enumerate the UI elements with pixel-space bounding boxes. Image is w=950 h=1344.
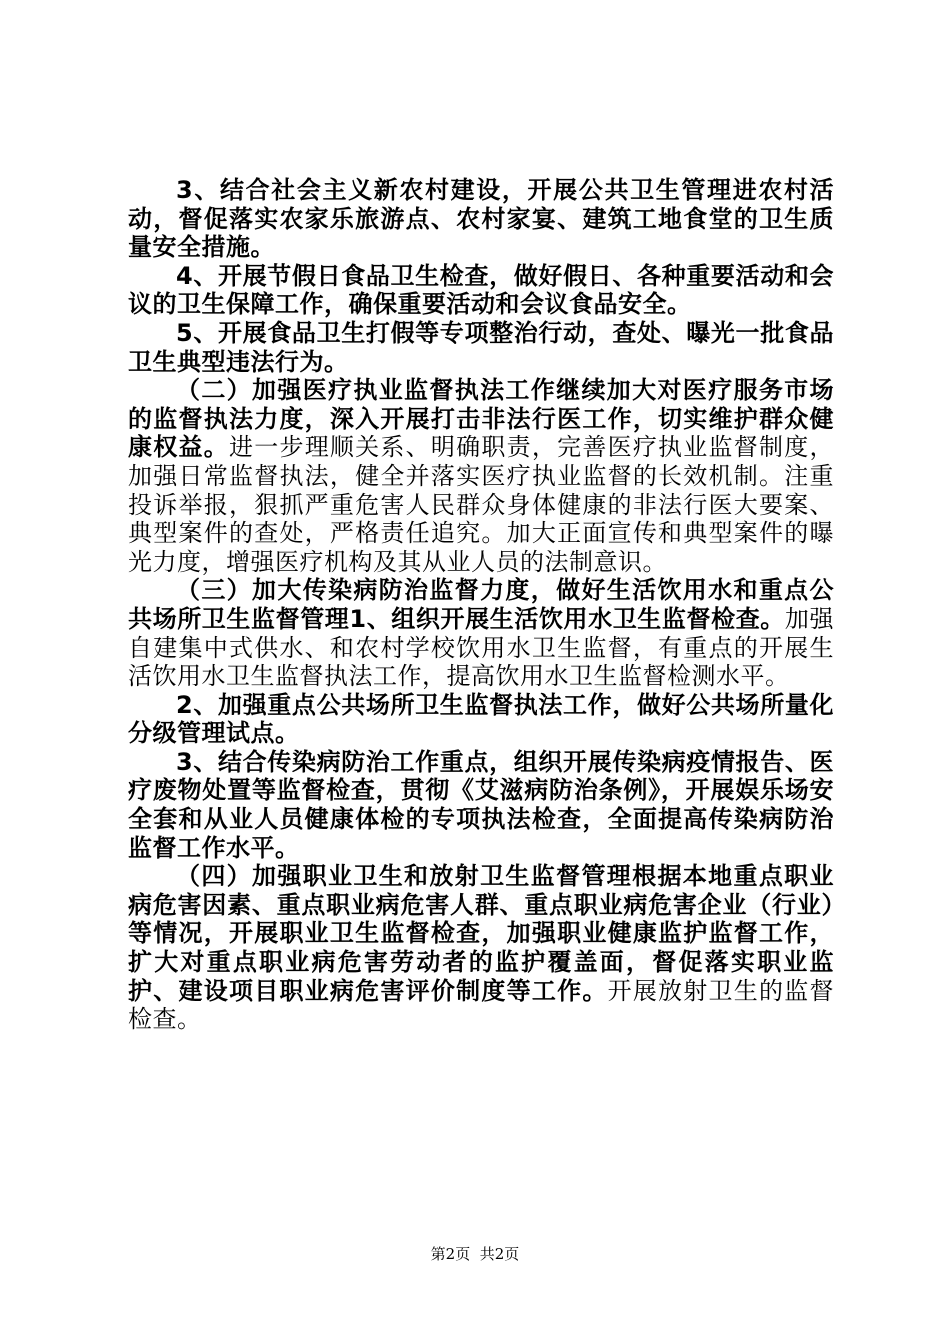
paragraph-6-text: 2、加强重点公共场所卫生监督执法工作，做好公共场所量化分级管理试点。	[128, 690, 834, 748]
page-total-label: 共2页	[479, 1245, 520, 1263]
paragraph-5	[128, 576, 834, 690]
paragraph-1	[128, 176, 834, 262]
paragraph-6	[128, 691, 834, 748]
paragraph-2-text: 4、开展节假日食品卫生检查，做好假日、各种重要活动和会议的卫生保障工作，确保重要活动和会议食品安全。	[128, 261, 834, 319]
paragraph-8	[128, 862, 834, 1034]
paragraph-8-text: （四）加强职业卫生和放射卫生监督管理根据本地重点职业病危害因素、重点职业病危害人群、重点职业病危害企业（行业）等情况，开展职业卫生监督检查，加强职业健康监护监督工作，扩大对重点职业病危害劳动者的监护覆盖面，督促落实职业监护、建设项目职业病危害评价制度等工作。	[128, 862, 834, 1005]
paragraph-8-continuation: 开展放射卫生的监督检查。	[128, 976, 835, 1034]
paragraph-4-continuation: 进一步理顺关系、明确职责，完善医疗执业监督制度，加强日常监督执法，健全并落实医疗执业监督的长效机制。注重投诉举报，狠抓严重危害人民群众身体健康的非法行医大要案、典型案件的查处，严格责任追究。加大正面宣传和典型案件的曝光力度，增强医疗机构及其从业人员的法制意识。	[128, 433, 835, 576]
paragraph-7-text: 3、结合传染病防治工作重点，组织开展传染病疫情报告、医疗废物处置等监督检查，贯彻《艾滋病防治条例》，开展娱乐场安全套和从业人员健康体检的专项执法检查，全面提高传染病防治监督工作水平。	[128, 747, 834, 862]
footer-spacer	[470, 1245, 480, 1263]
paragraph-5-text: （三）加大传染病防治监督力度，做好生活饮用水和重点公共场所卫生监督管理1、组织开展生活饮用水卫生监督检查。	[128, 576, 834, 633]
paragraph-5-continuation: 加强自建集中式供水、和农村学校饮用水卫生监督，有重点的开展生活饮用水卫生监督执法工作，提高饮用水卫生监督检测水平。	[128, 604, 835, 691]
paragraph-1-text: 3、结合社会主义新农村建设，开展公共卫生管理进农村活动，督促落实农家乐旅游点、农村家宴、建筑工地食堂的卫生质量安全措施。	[128, 176, 834, 262]
paragraph-3	[128, 319, 834, 376]
page-footer	[0, 1244, 950, 1264]
paragraph-2	[128, 262, 834, 319]
paragraph-3-text: 5、开展食品卫生打假等专项整治行动，查处、曝光一批食品卫生典型违法行为。	[128, 318, 834, 376]
page-number-label: 第2页	[430, 1245, 471, 1263]
paragraph-4-text: （二）加强医疗执业监督执法工作继续加大对医疗服务市场的监督执法力度，深入开展打击非法行医工作，切实维护群众健康权益。	[128, 376, 834, 462]
document-body	[128, 176, 834, 1034]
paragraph-4	[128, 376, 834, 576]
paragraph-7	[128, 748, 834, 862]
